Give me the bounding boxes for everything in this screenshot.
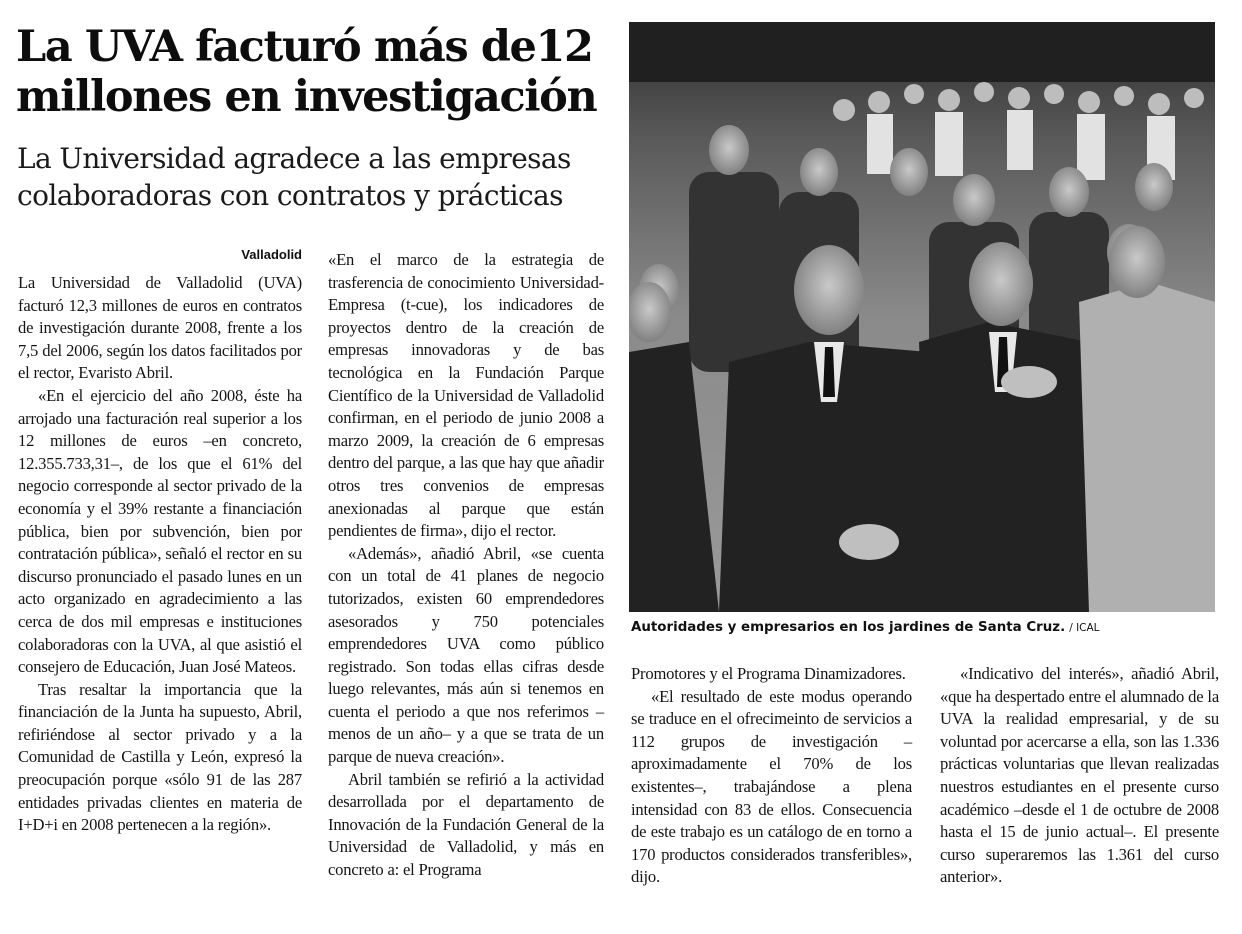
photo-credit: / ICAL xyxy=(1069,622,1100,634)
news-photo xyxy=(629,22,1215,612)
headline: La UVA facturó más de12 millones en investigación xyxy=(16,22,597,122)
article-column-2 xyxy=(328,249,604,882)
paragraph: «Además», añadió Abril, «se cuenta con un total de 41 planes de negocio tutorizados, existen 60 emprendedores asesorados y 750 potenciales emprendedores UVA como público registrado. Son todas ellas cifras desde luego relevantes, más aún si tenemos en cuenta el periodo a que nos referimos –menos de un año– y a que se trata de un parque de nueva creación». xyxy=(328,543,604,767)
paragraph: Tras resaltar la importancia que la financiación de la Junta ha supuesto, Abril, refiriéndose al sector privado y a la Comunidad de Castilla y León, expresó la preocupación porque «sólo 91 de las 287 entidades privadas clientes en materia de I+D+i en 2008 pertenecen a la región». xyxy=(18,679,302,835)
dateline: Valladolid xyxy=(241,247,302,262)
article-column-1 xyxy=(18,272,302,837)
paragraph: «El resultado de este modus operando se traduce en el ofrecimeinto de servicios a 112 grupos de investigación –aproximadamente el 70% de los existentes–, trabajándose a plena intensidad con 83 de ellos. Consecuencia de este trabajo es un catálogo de en torno a 170 productos considerados transferibles», dijo. xyxy=(631,686,912,887)
crowd-photo-illustration xyxy=(629,22,1215,612)
paragraph: «Indicativo del interés», añadió Abril, «que ha despertado entre el alumnado de la UVA la realidad empresarial, y de su voluntad por acercarse a ella, son las 1.336 prácticas voluntarias que llevan realizadas nuestros estudiantes en el presente curso académico –desde el 1 de octubre de 2008 hasta el 15 de junio actual–. El presente curso superaremos las 1.361 del curso anterior». xyxy=(940,664,1219,887)
caption-text: Autoridades y empresarios en los jardines de Santa Cruz. xyxy=(631,620,1066,635)
paragraph: «En el ejercicio del año 2008, éste ha arrojado una facturación real superior a los 12 millones de euros –en concreto, 12.355.733,31–, de los que el 61% del negocio corresponde al sector privado de la economía y el 39% restante a financiación pública, bien por subvención, bien por contratación pública», señaló el rector en su discurso pronunciado el pasado lunes en un acto organizado en agradecimiento a las cerca de dos mil empresas e instituciones colaboradoras con la UVA, al que asistió el consejero de Educación, Juan José Mateos. xyxy=(18,385,302,677)
paragraph: Promotores y el Programa Dinamizadores. xyxy=(631,664,906,683)
paragraph: La Universidad de Valladolid (UVA) facturó 12,3 millones de euros en contratos de investigación durante 2008, frente a los 7,5 del 2006, según los datos facilitados por el rector, Evaristo Abril. xyxy=(18,273,302,383)
article-column-4 xyxy=(940,663,1219,889)
paragraph: «En el marco de la estrategia de trasferencia de conocimiento Universidad-Empresa (t-cue), los indicadores de proyectos dentro de la creación de empresas innovadoras y de bas tecnológica en la Fundación Parque Científico de la Universidad de Valladolid confirman, en el periodo de junio 2008 a marzo 2009, la creación de 6 empresas dentro del parque, a las que hay que añadir otros tres convenios de empresas anexionadas al parque que están pendientes de firma», dijo el rector. xyxy=(328,250,604,541)
paragraph: Abril también se refirió a la actividad desarrollada por el departamento de Innovación de la Fundación General de la Universidad de Valladolid, y más en concreto a: el Programa xyxy=(328,769,604,880)
photo-caption xyxy=(631,620,1231,635)
article-column-3 xyxy=(631,663,912,889)
subheadline: La Universidad agradece a las empresas colaboradoras con contratos y prácticas xyxy=(17,142,571,212)
